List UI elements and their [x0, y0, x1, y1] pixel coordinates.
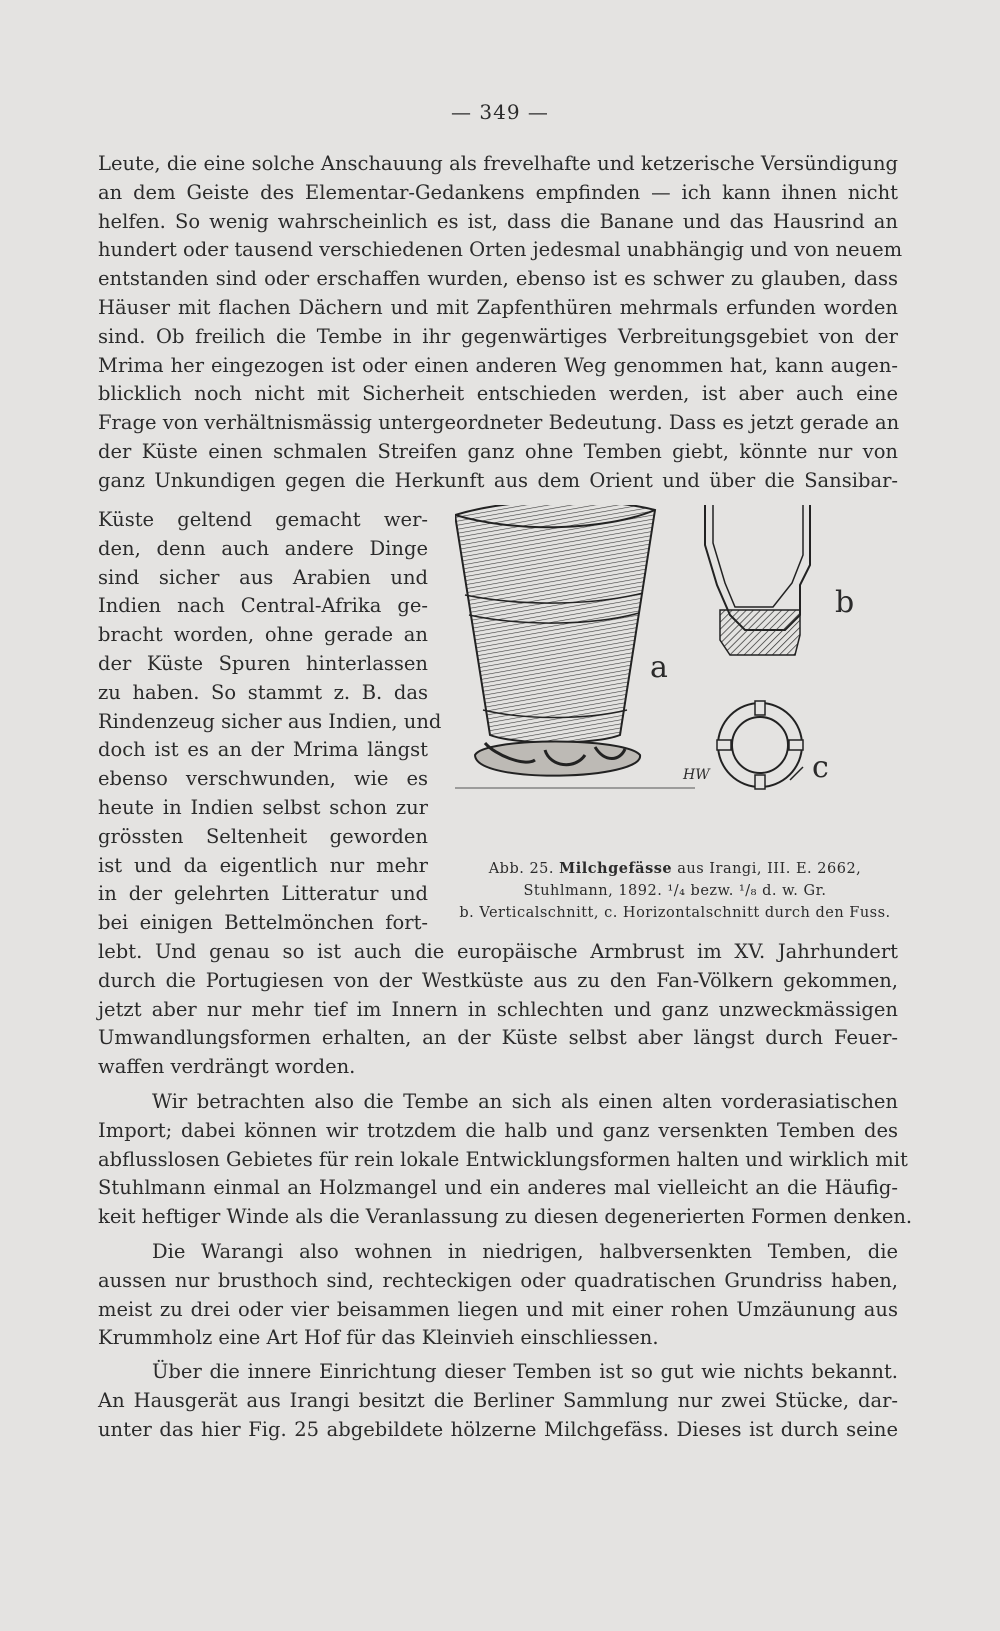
paragraph-4 [98, 1238, 898, 1353]
text-line: hundert oder tausend verschiedenen Orten jedesmal unabhängig und von neuem [98, 238, 903, 262]
figure-label-b: b [835, 585, 855, 620]
figure-label-c: c [812, 750, 829, 785]
caption-rest: aus Irangi, III. E. 2662, [677, 861, 862, 877]
text-line: sind. Ob freilich die Tembe in ihr gegenwärtiges Verbreitungsgebiet von der [98, 324, 898, 348]
text-line: der Küste Spuren hinterlassen [98, 651, 428, 675]
text-line: entstanden sind oder erschaffen wurden, ebenso ist es schwer zu glauben, dass [98, 267, 898, 291]
text-line: Die Warangi also wohnen in niedrigen, halbversenkten Temben, die [152, 1240, 898, 1263]
text-line: Rindenzeug sicher aus Indien, und [98, 709, 442, 733]
artist-signature: HW [683, 767, 710, 783]
text-line: meist zu drei oder vier beisammen liegen und mit einer rohen Umzäunung aus [98, 1297, 898, 1321]
caption-line-1 [445, 858, 905, 880]
text-line: Leute, die eine solche Anschauung als frevelhafte und ketzerische Versündigung [98, 152, 898, 175]
text-line: Import; dabei können wir trotzdem die halb und ganz versenkten Temben des [98, 1118, 898, 1142]
text-line: Über die innere Einrichtung dieser Temben ist so gut wie nichts bekannt. [152, 1360, 898, 1383]
text-line: bracht worden, ohne gerade an [98, 623, 428, 647]
figure-caption [445, 858, 905, 924]
caption-title: Milchgefässe [559, 860, 673, 877]
text-line: an dem Geiste des Elementar-Gedankens empfinden — ich kann ihnen nicht [98, 180, 898, 204]
horizontal-section-c-drawing [717, 701, 803, 789]
text-line: waffen verdrängt worden. [98, 1055, 356, 1079]
text-line: Frage von verhältnismässig untergeordneter Bedeutung. Dass es jetzt gerade an [98, 411, 900, 435]
paragraph-1 [98, 150, 903, 496]
text-line: Wir betrachten also die Tembe an sich als einen alten vorderasiatischen [152, 1090, 898, 1113]
caption-line-3: b. Verticalschnitt, c. Horizontalschnitt durch den Fuss. [459, 905, 891, 921]
vessel-a-drawing [455, 505, 695, 788]
text-line: zu haben. So stammt z. B. das [98, 680, 428, 704]
text-line: heute in Indien selbst schon zur [98, 795, 428, 819]
text-line: jetzt aber nur mehr tief im Innern in schlechten und ganz unzweckmässigen [98, 997, 898, 1021]
text-line: An Hausgerät aus Irangi besitzt die Berliner Sammlung nur zwei Stücke, dar- [98, 1388, 898, 1412]
text-line: doch ist es an der Mrima längst [98, 738, 428, 762]
paragraph-3 [98, 1088, 913, 1232]
figure-drawing [455, 505, 915, 835]
text-line: lebt. Und genau so ist auch die europäische Armbrust im XV. Jahrhundert [98, 940, 898, 963]
caption-line-2: Stuhlmann, 1892. ¹/₄ bezw. ¹/₈ d. w. Gr. [523, 883, 827, 899]
text-line: abflusslosen Gebietes für rein lokale Entwicklungsformen halten und wirklich mit [98, 1147, 908, 1171]
text-line: grössten Seltenheit geworden [98, 824, 428, 848]
text-line: ganz Unkundigen gegen die Herkunft aus dem Orient und über die Sansibar- [98, 468, 898, 492]
caption-prefix: Abb. 25. [488, 861, 555, 877]
text-line: durch die Portugiesen von der Westküste aus zu den Fan-Völkern gekommen, [98, 968, 898, 992]
text-line: blicklich noch nicht mit Sicherheit entschieden werden, ist aber auch eine [98, 382, 898, 406]
text-line: unter das hier Fig. 25 abgebildete hölzerne Milchgefäss. Dieses ist durch seine [98, 1417, 898, 1441]
text-line: bei einigen Bettelmönchen fort- [98, 911, 428, 935]
text-line: helfen. So wenig wahrscheinlich es ist, dass die Banane und das Hausrind an [98, 209, 898, 233]
text-line: Umwandlungsformen erhalten, an der Küste selbst aber längst durch Feuer- [98, 1026, 898, 1050]
text-line: Küste geltend gemacht wer- [98, 508, 428, 531]
text-line: in der gelehrten Litteratur und [98, 882, 428, 906]
text-line: ist und da eigentlich nur mehr [98, 853, 428, 877]
vertical-section-b-drawing [705, 505, 810, 655]
text-line: Mrima her eingezogen ist oder einen anderen Weg genommen hat, kann augen- [98, 353, 898, 377]
text-line: der Küste einen schmalen Streifen ganz ohne Temben giebt, könnte nur von [98, 439, 898, 463]
text-line: Stuhlmann einmal an Holzmangel und ein anderes mal vielleicht an die Häufig- [98, 1176, 898, 1200]
milk-vessel-figure [455, 505, 915, 835]
text-line: Krummholz eine Art Hof für das Kleinvieh einschliessen. [98, 1326, 659, 1350]
text-line: Indien nach Central-Afrika ge- [98, 594, 428, 618]
paragraph-2 [98, 938, 898, 1082]
text-line: aussen nur brusthoch sind, rechteckigen oder quadratischen Grundriss haben, [98, 1268, 898, 1292]
page-number: — 349 — [451, 100, 549, 124]
wrapped-text-column [98, 506, 442, 938]
paragraph-5 [98, 1358, 898, 1444]
figure-label-a: a [650, 650, 668, 685]
text-line: keit heftiger Winde als die Veranlassung zu diesen degenerierten Formen denken. [98, 1205, 913, 1229]
text-line: Häuser mit flachen Dächern und mit Zapfenthüren mehrmals erfunden worden [98, 295, 898, 319]
text-line: den, denn auch andere Dinge [98, 536, 428, 560]
text-line: ebenso verschwunden, wie es [98, 767, 428, 791]
text-line: sind sicher aus Arabien und [98, 565, 428, 589]
